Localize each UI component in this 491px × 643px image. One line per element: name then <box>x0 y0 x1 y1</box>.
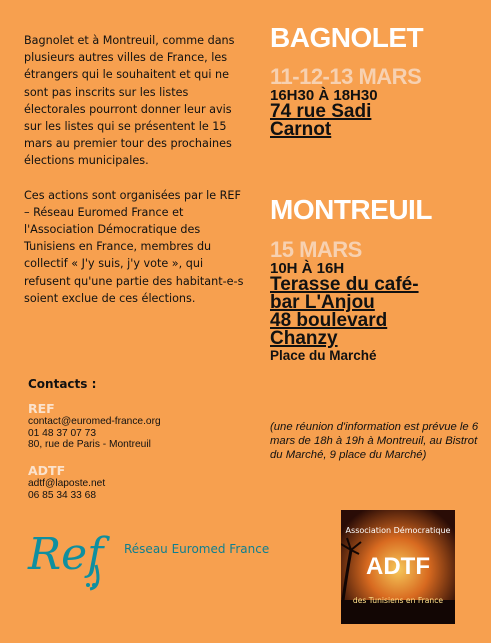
adtf-logo-top-text: Association Démocratique <box>345 526 451 535</box>
ref-address: 80, rue de Paris - Montreuil <box>28 439 151 451</box>
montreuil-city-heading: MONTREUIL <box>270 194 432 225</box>
montreuil-dates: 15 MARS <box>270 237 362 262</box>
bagnolet-dates: 11-12-13 MARS <box>270 64 422 89</box>
montreuil-address-line-2: bar L'Anjou <box>270 292 375 313</box>
bagnolet-city-heading: BAGNOLET <box>270 22 424 53</box>
ref-logo-monogram: Ref <box>28 529 104 580</box>
adtf-logo-name: ADTF <box>366 553 430 580</box>
adtf-logo-bottom-text: des Tunisiens en France <box>352 596 444 605</box>
adtf-phone: 06 85 34 33 68 <box>28 489 96 501</box>
intro-paragraph-2: Ces actions sont organisées par le REF – Réseau Euromed France et l'Association Démocratique des Tunisiens en France, membres du collectif « J'y suis, j'y vote », qui refusent qu'une partie des habitant-e-s soient exclue de ces élections. <box>24 188 244 305</box>
montreuil-address-line-3: 48 boulevard <box>270 310 388 331</box>
intro-text <box>24 32 246 307</box>
bagnolet-address-line-2: Carnot <box>270 119 332 140</box>
ref-email-link[interactable]: contact@euromed-france.org <box>28 416 161 427</box>
ref-logo-mark <box>26 527 120 593</box>
bagnolet-hours: 16H30 À 18H30 <box>270 87 378 104</box>
ref-logo <box>26 527 120 597</box>
ref-contact-block <box>28 401 161 451</box>
bagnolet-address-line-1: 74 rue Sadi <box>270 101 372 122</box>
ref-contact-name: REF <box>28 401 55 416</box>
montreuil-hours: 10H À 16H <box>270 260 345 277</box>
ref-phone: 01 48 37 07 73 <box>28 427 96 439</box>
intro-paragraph-1: Bagnolet et à Montreuil, comme dans plusieurs autres villes de France, les étrangers qui le souhaitent et qui ne sont pas inscrits sur les listes électorales pourront donner leur avis sur les listes qui se présentent le 15 mars au premier tour des prochaines élections municipales. <box>24 34 235 168</box>
adtf-email-link[interactable]: adtf@laposte.net <box>28 478 106 489</box>
montreuil-address-line-4: Chanzy <box>270 328 338 349</box>
contacts-title: Contacts : <box>28 377 97 391</box>
info-meeting-note: (une réunion d'information est prévue le 6 mars de 18h à 19h à Montreuil, au Bistrot du Marché, 9 place du Marché) <box>270 421 479 462</box>
montreuil-section <box>270 194 485 363</box>
adtf-contact-block <box>28 463 105 501</box>
montreuil-address-line-1: Terasse du café- <box>270 274 419 295</box>
montreuil-place: Place du Marché <box>270 348 377 363</box>
ref-logo-text: Réseau Euromed France <box>124 542 270 556</box>
adtf-logo <box>341 510 455 624</box>
bagnolet-section <box>270 22 485 139</box>
adtf-contact-name: ADTF <box>28 463 66 478</box>
